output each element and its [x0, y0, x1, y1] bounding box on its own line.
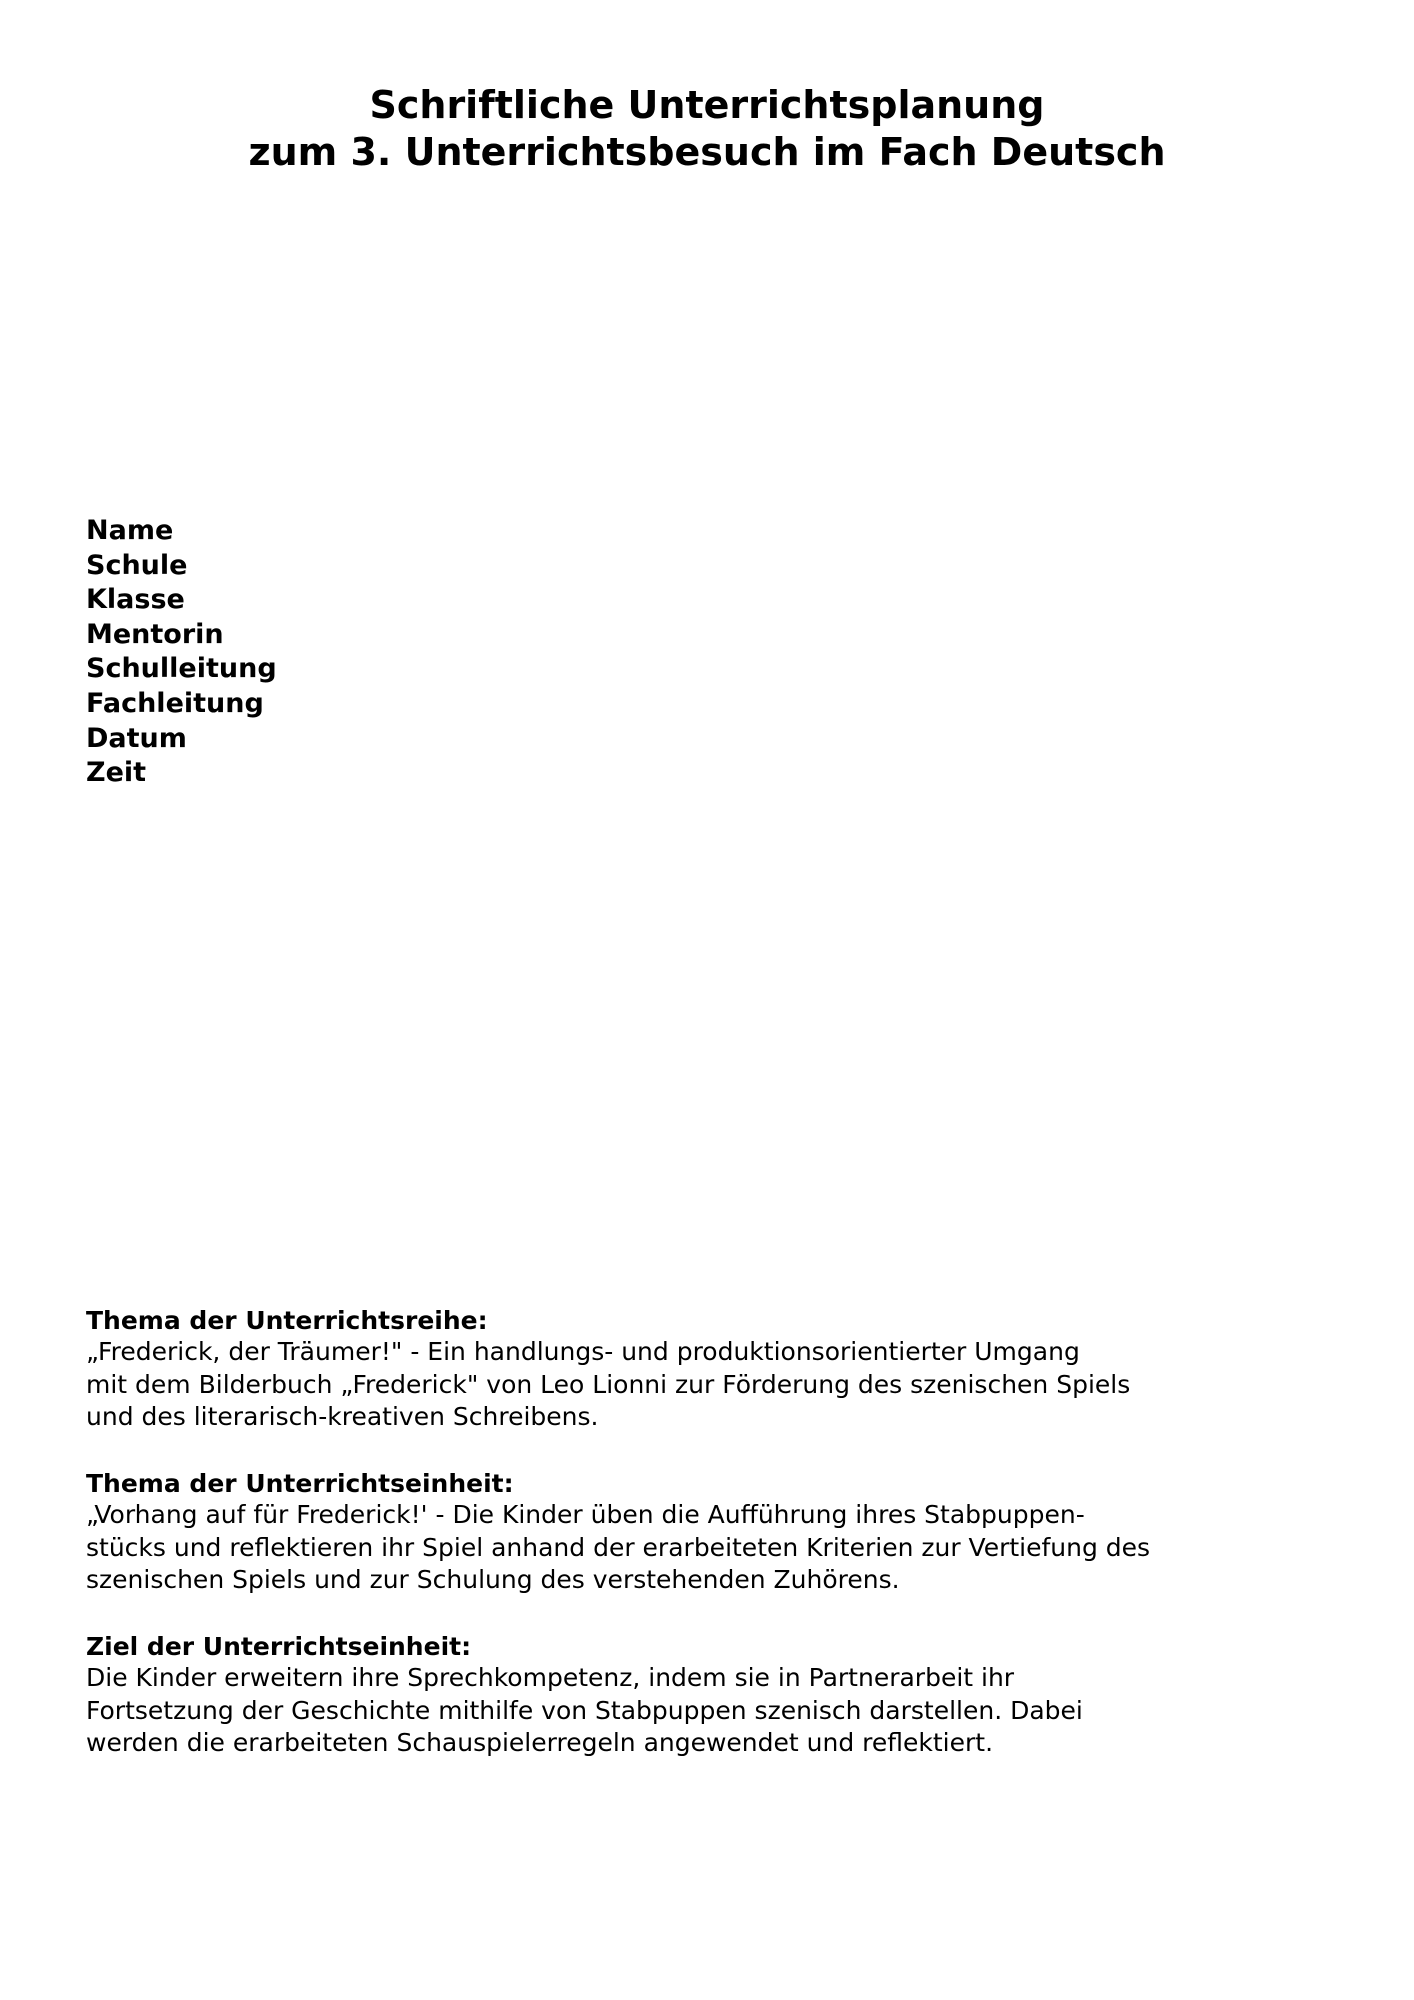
section-heading: Ziel der Unterrichtseinheit:: [86, 1632, 472, 1661]
section-text-line: werden die erarbeiteten Schauspielerregeln angewendet und reflektiert.: [86, 1728, 994, 1757]
section-text-line: mit dem Bilderbuch „Frederick" von Leo Lionni zur Förderung des szenischen Spiels: [86, 1369, 1131, 1399]
section-heading: Thema der Unterrichtseinheit:: [86, 1469, 514, 1498]
label-schule: Schule: [86, 549, 188, 581]
section-text-line: szenischen Spiels und zur Schulung des verstehenden Zuhörens.: [86, 1565, 900, 1594]
label-datum: Datum: [86, 722, 187, 754]
label-name: Name: [86, 515, 174, 546]
section-unterrichtseinheit: [86, 1468, 1336, 1597]
title-line-1: Schriftliche Unterrichtsplanung: [369, 83, 1045, 127]
section-text-line: „Frederick, der Träumer!" - Ein handlungs- und produktionsorientierter Umgang: [86, 1337, 1080, 1366]
section-heading: Thema der Unterrichtsreihe:: [86, 1306, 488, 1335]
label-mentorin: Mentorin: [86, 618, 224, 650]
section-unterrichtsreihe: [86, 1305, 1336, 1434]
label-fachleitung: Fachleitung: [86, 687, 264, 719]
label-klasse: Klasse: [86, 584, 185, 616]
label-schulleitung: Schulleitung: [86, 653, 277, 685]
label-zeit: Zeit: [86, 757, 147, 789]
section-text-line: Fortsetzung der Geschichte mithilfe von Stabpuppen szenisch darstellen. Dabei: [86, 1695, 1083, 1725]
section-text-line: stücks und reflektieren ihr Spiel anhand der erarbeiteten Kriterien zur Vertiefung des: [86, 1532, 1151, 1562]
section-ziel: [86, 1631, 1336, 1760]
title-line-2: zum 3. Unterrichtsbesuch im Fach Deutsch: [248, 130, 1166, 174]
section-text-line: und des literarisch-kreativen Schreibens.: [86, 1402, 599, 1431]
document-title: [0, 82, 1414, 176]
info-labels: [86, 514, 277, 791]
section-text-line: „Vorhang auf für Frederick!' - Die Kinder üben die Aufführung ihres Stabpuppen-: [86, 1500, 1085, 1529]
section-text-line: Die Kinder erweitern ihre Sprechkompetenz, indem sie in Partnerarbeit ihr: [86, 1663, 1015, 1692]
